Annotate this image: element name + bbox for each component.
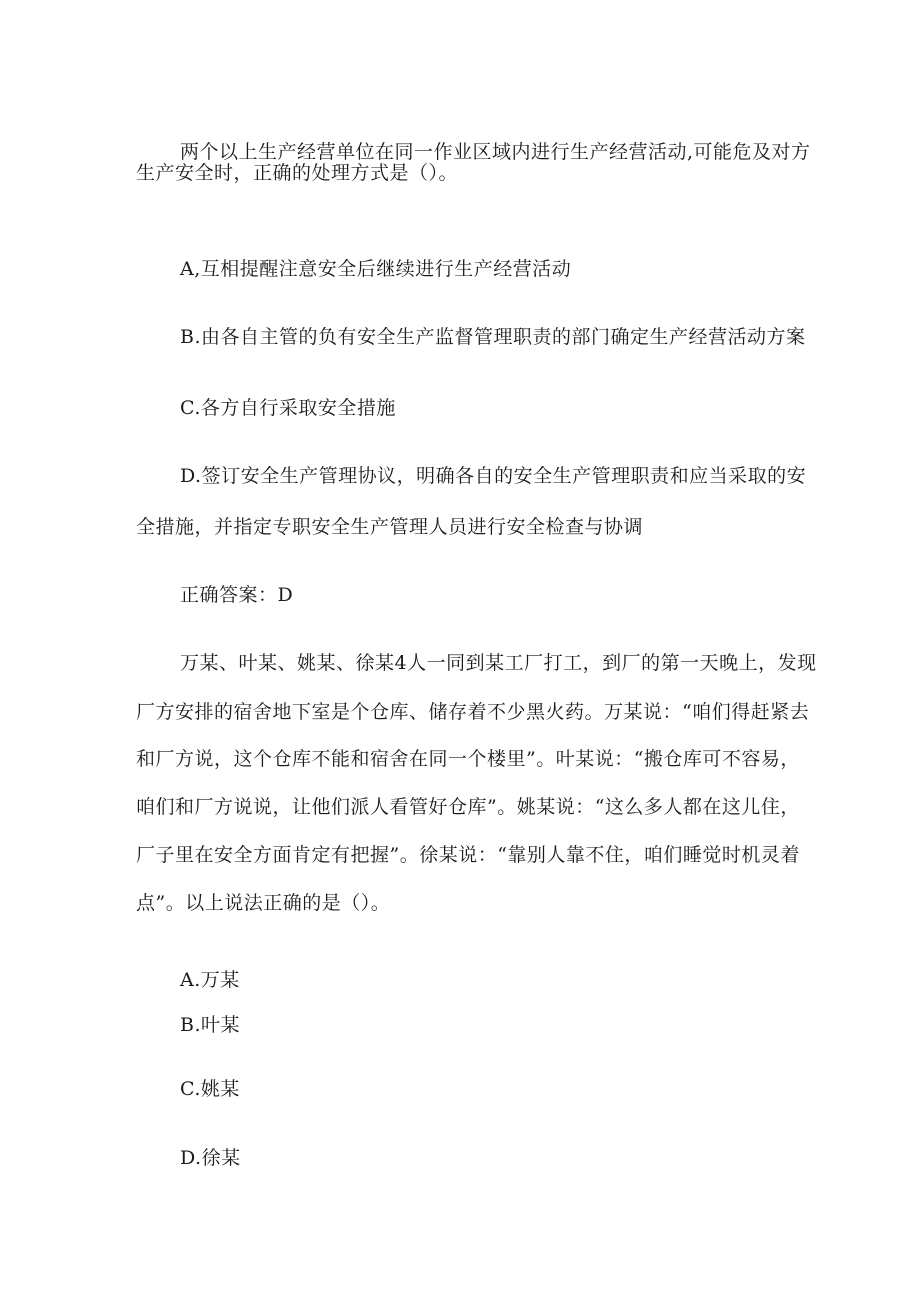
question2-stem-line-4: 咱们和厂方说说，让他们派人看管好仓库”。姚某说：“这么多人都在这儿住， bbox=[136, 796, 800, 818]
question2-option-d: D.徐某 bbox=[180, 1147, 241, 1169]
question1-option-b: B.由各自主管的负有安全生产监督管理职责的部门确定生产经营活动方案 bbox=[180, 326, 806, 348]
question1-option-d-line-2: 全措施，并指定专职安全生产管理人员进行安全检查与协调 bbox=[136, 516, 644, 538]
question2-stem-line-5: 厂子里在安全方面肯定有把握”。徐某说：“靠别人靠不住，咱们睡觉时机灵着 bbox=[136, 844, 800, 866]
question1-stem-line-1: 两个以上生产经营单位在同一作业区域内进行生产经营活动,可能危及对方 bbox=[180, 141, 811, 163]
question2-stem-line-1: 万某、叶某、姚某、徐某4人一同到某工厂打工，到厂的第一天晚上，发现 bbox=[180, 652, 817, 674]
question1-stem-line-2: 生产安全时，正确的处理方式是（）。 bbox=[136, 162, 459, 184]
question2-stem-line-6: 点”。以上说法正确的是（）。 bbox=[136, 892, 391, 914]
question2-option-c: C.姚某 bbox=[180, 1078, 240, 1100]
question1-option-a: A,互相提醒注意安全后继续进行生产经营活动 bbox=[180, 258, 572, 280]
question2-option-a: A.万某 bbox=[180, 969, 240, 991]
question2-stem-line-3: 和厂方说，这个仓库不能和宿舍在同一个楼里”。叶某说：“搬仓库可不容易， bbox=[136, 748, 800, 770]
question2-stem-line-2: 厂方安排的宿舍地下室是个仓库、储存着不少黑火药。万某说：“咱们得赶紧去 bbox=[136, 701, 810, 723]
question2-option-b: B.叶某 bbox=[180, 1014, 241, 1036]
question1-option-c: C.各方自行采取安全措施 bbox=[180, 397, 396, 419]
question1-answer: 正确答案：D bbox=[180, 584, 294, 606]
question1-option-d-line-1: D.签订安全生产管理协议，明确各自的安全生产管理职责和应当采取的安 bbox=[180, 465, 807, 487]
